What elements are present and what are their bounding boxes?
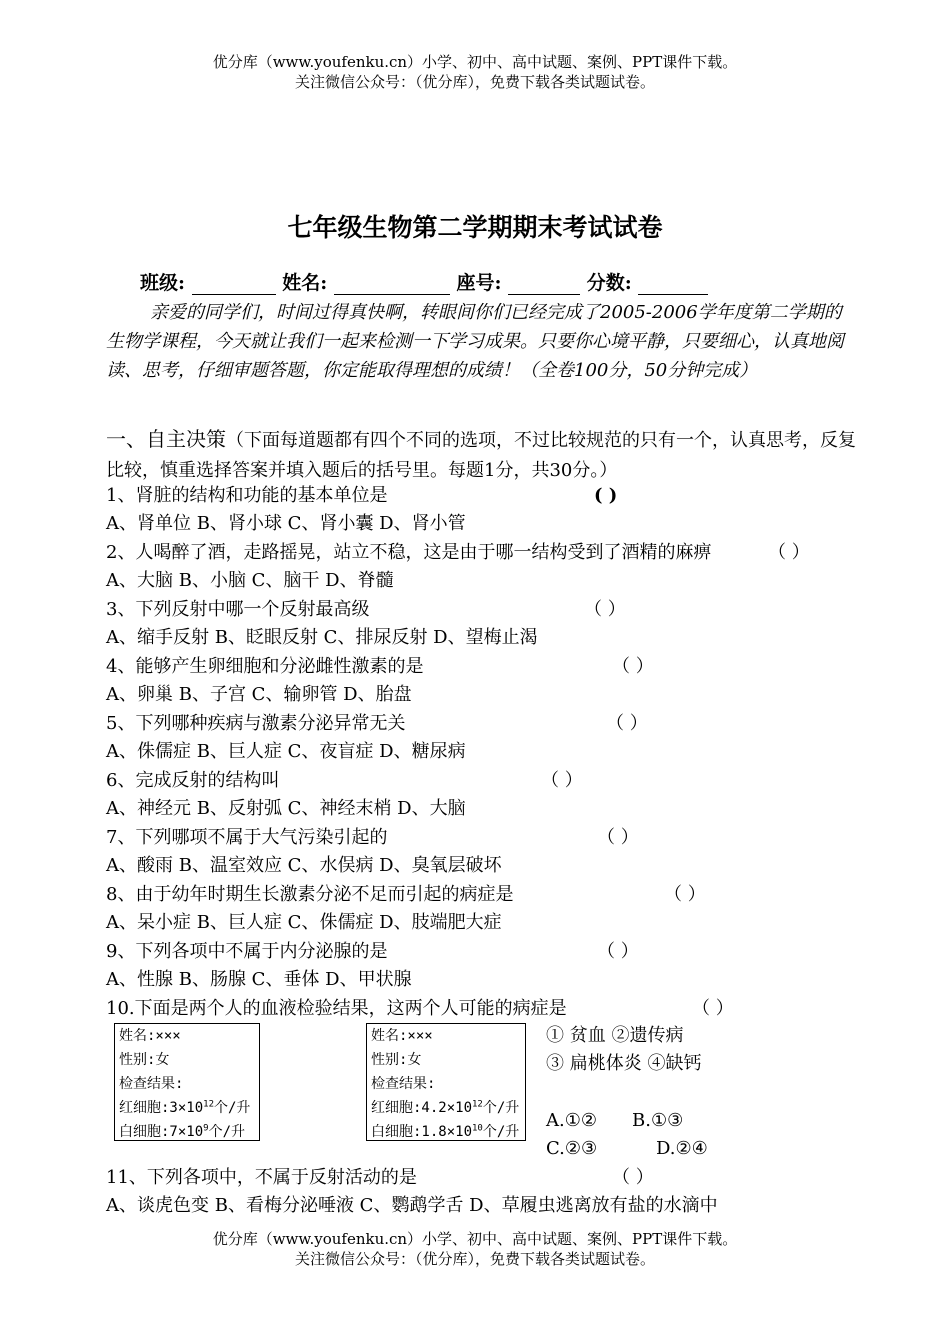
answer-paren-3[interactable]: （ ）: [584, 599, 626, 620]
options-1: A、肾单位 B、肾小球 C、肾小囊 D、肾小管: [106, 513, 466, 534]
answer-paren-7[interactable]: （ ）: [597, 827, 639, 848]
page-title: 七年级生物第二学期期末考试试卷: [287, 213, 663, 242]
q10-choice-items-2: ③ 扁桃体炎 ④缺钙: [546, 1053, 702, 1074]
options-11: A、谈虎色变 B、看梅分泌唾液 C、鹦鹉学舌 D、草履虫逃离放有盐的水滴中: [106, 1195, 718, 1216]
score-blank[interactable]: [638, 274, 708, 295]
q10-option-c: C.②③: [546, 1138, 598, 1159]
section-1-instructions: [106, 424, 864, 486]
question-10: 10.下面是两个人的血液检验结果，这两个人可能的病症是: [106, 998, 567, 1019]
report-2-wbc-unit: 个/升: [482, 1124, 520, 1140]
report-2-rbc-unit: 个/升: [482, 1100, 520, 1116]
student-info-line: [140, 268, 708, 295]
report-1-name: 姓名:×××: [119, 1028, 181, 1044]
header-line-2: 关注微信公众号：（优分库），免费下载各类试题试卷。: [294, 73, 655, 91]
name-label: 姓名:: [282, 272, 328, 294]
question-4: 4、能够产生卵细胞和分泌雌性激素的是: [106, 656, 424, 677]
report-1-rbc-unit: 个/升: [214, 1100, 251, 1116]
class-label: 班级:: [140, 272, 186, 294]
report-2-wbc: [371, 1120, 521, 1144]
question-8: 8、由于幼年时期生长激素分泌不足而引起的病症是: [106, 884, 514, 905]
report-2-wbc-value: 白细胞:1.8×10: [371, 1124, 473, 1140]
answer-paren-4[interactable]: （ ）: [612, 656, 654, 677]
report-1-rbc: [119, 1096, 255, 1120]
options-9: A、性腺 B、肠腺 C、垂体 D、甲状腺: [106, 969, 412, 990]
options-5: A、侏儒症 B、巨人症 C、夜盲症 D、糖尿病: [106, 741, 466, 762]
q10-choice-items-1: ① 贫血 ②遗传病: [546, 1025, 684, 1046]
footer-line-2: 关注微信公众号：（优分库），免费下载各类试题试卷。: [294, 1250, 655, 1268]
answer-paren-1[interactable]: ( ): [594, 485, 618, 506]
question-2: 2、人喝醉了酒，走路摇晃，站立不稳，这是由于哪一结构受到了酒精的麻痹: [106, 542, 712, 563]
score-label: 分数:: [586, 272, 632, 294]
report-1-rbc-value: 红细胞:3×10: [119, 1100, 204, 1116]
question-1: 1、肾脏的结构和功能的基本单位是: [106, 485, 388, 506]
class-blank[interactable]: [192, 274, 276, 295]
report-2-name: 姓名:×××: [371, 1028, 433, 1044]
answer-paren-11[interactable]: （ ）: [612, 1167, 654, 1188]
report-1-sex: 性别:女: [119, 1052, 170, 1068]
answer-paren-10[interactable]: （ ）: [692, 998, 734, 1019]
report-1-wbc-unit: 个/升: [208, 1124, 246, 1140]
report-2-wbc-exp: 10: [472, 1123, 483, 1134]
question-7: 7、下列哪项不属于大气污染引起的: [106, 827, 388, 848]
q10-option-a: A.①②: [546, 1110, 597, 1131]
answer-paren-9[interactable]: （ ）: [597, 941, 639, 962]
options-6: A、神经元 B、反射弧 C、神经末梢 D、大脑: [106, 798, 466, 819]
report-2-rbc-value: 红细胞:4.2×10: [371, 1100, 473, 1116]
report-1-result-label: 检查结果:: [119, 1076, 184, 1092]
question-3: 3、下列反射中哪一个反射最高级: [106, 599, 370, 620]
name-blank[interactable]: [334, 274, 450, 295]
report-2-rbc: [371, 1096, 521, 1120]
blood-test-report-1: [114, 1023, 260, 1141]
q10-option-d: D.②④: [656, 1138, 708, 1159]
question-6: 6、完成反射的结构叫: [106, 770, 280, 791]
answer-paren-6[interactable]: （ ）: [541, 770, 583, 791]
answer-paren-5[interactable]: （ ）: [606, 713, 648, 734]
q10-option-b: B.①③: [632, 1110, 684, 1131]
question-11: 11、下列各项中，不属于反射活动的是: [106, 1167, 417, 1188]
report-1-wbc-value: 白细胞:7×10: [119, 1124, 204, 1140]
intro-paragraph: 亲爱的同学们，时间过得真快啊，转眼间你们已经完成了2005-2006学年度第二学期的生物学课程，今天就让我们一起来检测一下学习成果。只要你心境平静，只要细心，认真地阅读、思考，仔细审题答题，你定能取得理想的成绩！（全卷100分，50分钟完成）: [106, 302, 844, 381]
blood-test-report-2: [366, 1023, 526, 1141]
section-1-description: （下面每道题都有四个不同的选项，不过比较规范的只有一个，认真思考，反复比较，慎重选择答案并填入题后的括号里。每题1分，共30分。）: [106, 430, 856, 481]
footer-line-1: 优分库（www.youfenku.cn）小学、初中、高中试题、案例、PPT课件下载。: [212, 1230, 738, 1248]
options-8: A、呆小症 B、巨人症 C、侏儒症 D、肢端肥大症: [106, 912, 502, 933]
seat-blank[interactable]: [508, 274, 580, 295]
options-2: A、大脑 B、小脑 C、脑干 D、脊髓: [106, 570, 394, 591]
section-1-heading: 一、自主决策: [106, 427, 226, 451]
report-1-wbc-exp: 9: [203, 1123, 209, 1134]
report-2-result-label: 检查结果:: [371, 1076, 436, 1092]
options-7: A、酸雨 B、温室效应 C、水俣病 D、臭氧层破坏: [106, 855, 502, 876]
question-9: 9、下列各项中不属于内分泌腺的是: [106, 941, 388, 962]
seat-label: 座号:: [456, 272, 502, 294]
options-3: A、缩手反射 B、眨眼反射 C、排尿反射 D、望梅止渴: [106, 627, 538, 648]
report-1-wbc: [119, 1120, 255, 1144]
answer-paren-8[interactable]: （ ）: [664, 884, 706, 905]
report-2-rbc-exp: 12: [472, 1099, 483, 1110]
report-2-sex: 性别:女: [371, 1052, 422, 1068]
options-4: A、卵巢 B、子宫 C、输卵管 D、胎盘: [106, 684, 412, 705]
answer-paren-2[interactable]: （ ）: [768, 542, 810, 563]
question-5: 5、下列哪种疾病与激素分泌异常无关: [106, 713, 406, 734]
report-1-rbc-exp: 12: [203, 1099, 214, 1110]
header-line-1: 优分库（www.youfenku.cn）小学、初中、高中试题、案例、PPT课件下载。: [212, 53, 738, 71]
